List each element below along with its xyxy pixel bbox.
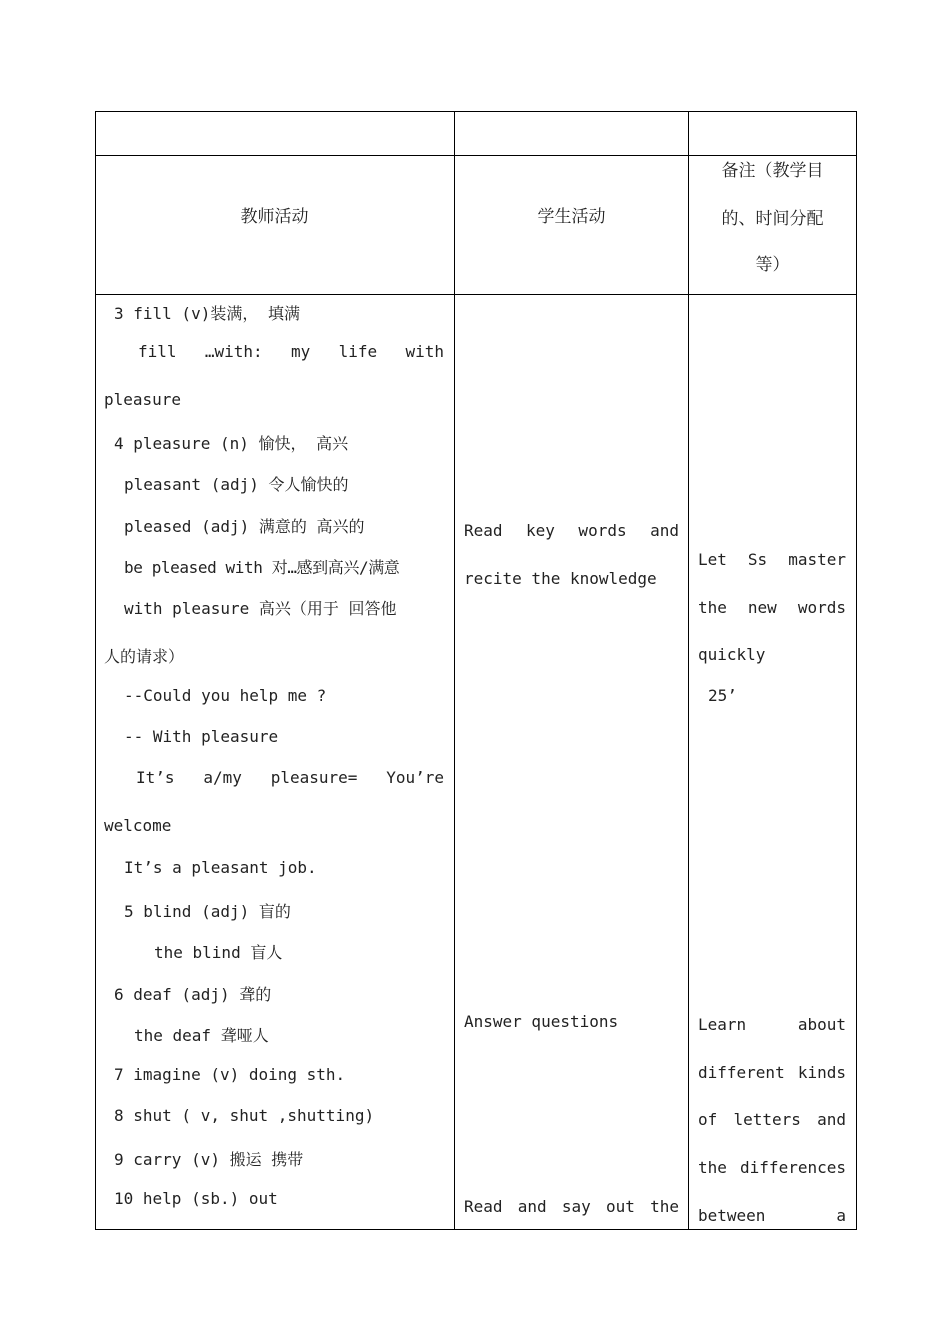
teacher-line: 6 deaf (adj) 聋的	[114, 985, 272, 1004]
header-notes-line-3: 等）	[755, 255, 790, 275]
header-teacher-activity: 教师活动	[240, 207, 309, 227]
notes-line: Learn about	[698, 1015, 846, 1034]
teacher-line: pleasant (adj) 令人愉快的	[124, 475, 349, 494]
header-notes-line-1: 备注（教学目	[721, 161, 824, 181]
table-border-left	[95, 111, 96, 1230]
student-line: recite the knowledge	[464, 569, 657, 588]
teacher-line: be pleased with 对…感到高兴/满意	[124, 558, 400, 577]
table-border-top	[95, 111, 857, 112]
student-line: Answer questions	[464, 1012, 619, 1031]
notes-line: quickly	[698, 645, 766, 664]
notes-line: of letters and	[698, 1110, 846, 1129]
table-col-divider	[454, 111, 455, 1230]
student-line: Read key words and	[464, 521, 679, 540]
lesson-plan-table	[95, 111, 857, 1230]
teacher-line: 8 shut ( v, shut ,shutting)	[114, 1106, 375, 1125]
teacher-line: 5 blind (adj) 盲的	[124, 902, 291, 921]
header-student-activity: 学生活动	[537, 207, 606, 227]
teacher-line: 10 help (sb.) out	[114, 1189, 278, 1208]
table-border-right	[856, 111, 857, 1230]
student-line: Read and say out the	[464, 1197, 679, 1216]
notes-line: different kinds	[698, 1063, 846, 1082]
notes-line: the new words	[698, 598, 846, 617]
teacher-line: welcome	[104, 816, 172, 835]
teacher-line: 人的请求）	[104, 647, 185, 666]
teacher-line: 4 pleasure (n) 愉快， 高兴	[114, 434, 349, 453]
notes-line: 25’	[708, 686, 737, 705]
notes-line: between a	[698, 1206, 846, 1225]
teacher-line: 7 imagine (v) doing sth.	[114, 1065, 346, 1084]
teacher-line: pleasure	[104, 390, 182, 409]
teacher-line: --Could you help me ?	[124, 686, 327, 705]
teacher-line: 9 carry (v) 搬运 携带	[114, 1150, 304, 1169]
teacher-line: fill …with: my life with	[138, 342, 444, 361]
table-border-bottom	[95, 1229, 857, 1230]
teacher-line: the deaf 聋哑人	[134, 1026, 269, 1045]
notes-line: the differences	[698, 1158, 846, 1177]
teacher-line: the blind 盲人	[154, 943, 283, 962]
teacher-line: -- With pleasure	[124, 727, 279, 746]
table-header-divider	[95, 294, 857, 295]
teacher-line: It’s a pleasant job.	[124, 858, 317, 877]
teacher-line: pleased (adj) 满意的 高兴的	[124, 517, 365, 536]
teacher-line: 3 fill (v)装满， 填满	[114, 304, 300, 323]
teacher-line: It’s a/my pleasure= You’re	[136, 768, 444, 787]
header-notes-line-2: 的、时间分配	[721, 209, 824, 229]
teacher-line: with pleasure 高兴（用于 回答他	[124, 599, 397, 618]
notes-line: Let Ss master	[698, 550, 846, 569]
